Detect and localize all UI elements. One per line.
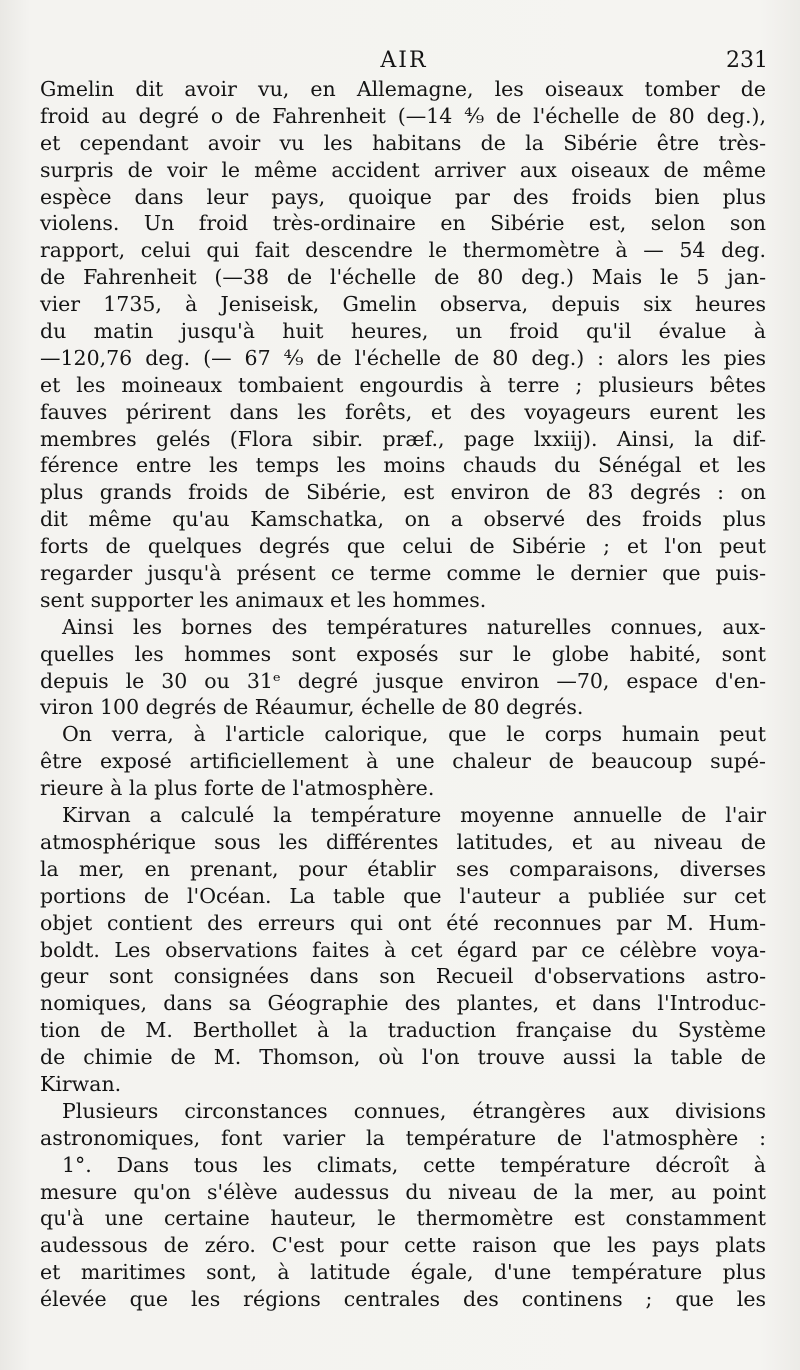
text-line: 1°. Dans tous les climats, cette température décroît à bbox=[62, 1152, 766, 1177]
text-line: qu'à une certaine hauteur, le thermomètre est constamment bbox=[40, 1206, 766, 1231]
text-line: élevée que les régions centrales des continens ; que les bbox=[40, 1287, 766, 1312]
page-number: 231 bbox=[726, 48, 768, 73]
text-line: sent supporter les animaux et les hommes. bbox=[40, 587, 487, 612]
text-line: froid au degré o de Fahrenheit (—14 ⁴⁄₉ de l'échelle de 80 deg.), bbox=[40, 103, 766, 128]
text-line: nomiques, dans sa Géographie des plantes, et dans l'Introduc- bbox=[40, 991, 766, 1016]
text-line: Kirwan. bbox=[40, 1071, 122, 1096]
text-line: membres gelés (Flora sibir. præf., page lxxiij). Ainsi, la dif- bbox=[40, 426, 766, 451]
text-line: Ainsi les bornes des températures naturelles connues, aux- bbox=[62, 614, 766, 639]
text-line: de chimie de M. Thomson, où l'on trouve aussi la table de bbox=[40, 1045, 766, 1070]
text-line: violens. Un froid très-ordinaire en Sibérie est, selon son bbox=[40, 211, 766, 236]
text-line: surpris de voir le même accident arriver aux oiseaux de même bbox=[40, 157, 766, 182]
text-line: plus grands froids de Sibérie, est environ de 83 degrés : on bbox=[40, 480, 766, 505]
text-line: fauves périrent dans les forêts, et des voyageurs eurent les bbox=[40, 399, 766, 424]
text-line: On verra, à l'article calorique, que le corps humain peut bbox=[62, 722, 766, 747]
text-line: du matin jusqu'à huit heures, un froid qu'il évalue à bbox=[40, 319, 766, 344]
text-line: être exposé artificiellement à une chaleur de beaucoup supé- bbox=[40, 749, 766, 774]
text-line: vier 1735, à Jeniseisk, Gmelin observa, depuis six heures bbox=[40, 292, 766, 317]
text-line: viron 100 degrés de Réaumur, échelle de 80 degrés. bbox=[40, 695, 584, 720]
text-line: et maritimes sont, à latitude égale, d'une température plus bbox=[40, 1260, 766, 1285]
text-line: férence entre les temps les moins chauds du Sénégal et les bbox=[40, 453, 766, 478]
text-line: rieure à la plus forte de l'atmosphère. bbox=[40, 776, 435, 801]
text-line: et cependant avoir vu les habitans de la Sibérie être très- bbox=[40, 130, 766, 155]
text-line: audessous de zéro. C'est pour cette raison que les pays plats bbox=[40, 1233, 766, 1258]
text-line: tion de M. Berthollet à la traduction française du Système bbox=[40, 1018, 766, 1043]
text-line: objet contient des erreurs qui ont été reconnues par M. Hum- bbox=[40, 910, 766, 935]
text-line: de Fahrenheit (—38 de l'échelle de 80 deg.) Mais le 5 jan- bbox=[40, 265, 766, 290]
running-head-title: AIR bbox=[380, 48, 428, 73]
text-line: boldt. Les observations faites à cet égard par ce célèbre voya- bbox=[40, 937, 766, 962]
text-line: forts de quelques degrés que celui de Sibérie ; et l'on peut bbox=[40, 534, 766, 559]
text-line: atmosphérique sous les différentes latitudes, et au niveau de bbox=[40, 829, 766, 854]
text-line: espèce dans leur pays, quoique par des froids bien plus bbox=[40, 184, 766, 209]
text-line: dit même qu'au Kamschatka, on a observé des froids plus bbox=[40, 507, 766, 532]
text-line: depuis le 30 ou 31ᵉ degré jusque environ —70, espace d'en- bbox=[40, 668, 766, 693]
text-line: geur sont consignées dans son Recueil d'observations astro- bbox=[40, 964, 766, 989]
text-line: Gmelin dit avoir vu, en Allemagne, les oiseaux tomber de bbox=[40, 77, 766, 101]
text-line: regarder jusqu'à présent ce terme comme le dernier que puis- bbox=[40, 561, 766, 586]
text-line: astronomiques, font varier la température de l'atmosphère : bbox=[40, 1125, 766, 1150]
text-line: rapport, celui qui fait descendre le thermomètre à — 54 deg. bbox=[40, 238, 766, 263]
text-line: et les moineaux tombaient engourdis à terre ; plusieurs bêtes bbox=[40, 372, 766, 397]
body-text bbox=[40, 76, 766, 1313]
text-line: la mer, en prenant, pour établir ses comparaisons, diverses bbox=[40, 856, 766, 881]
text-line: portions de l'Océan. La table que l'auteur a publiée sur cet bbox=[40, 883, 766, 908]
text-line: mesure qu'on s'élève audessus du niveau de la mer, au point bbox=[40, 1179, 766, 1204]
text-line: —120,76 deg. (— 67 ⁴⁄₉ de l'échelle de 80 deg.) : alors les pies bbox=[40, 345, 766, 370]
text-line: Plusieurs circonstances connues, étrangères aux divisions bbox=[62, 1098, 766, 1123]
text-line: Kirvan a calculé la température moyenne annuelle de l'air bbox=[62, 803, 766, 828]
text-line: quelles les hommes sont exposés sur le globe habité, sont bbox=[40, 641, 766, 666]
